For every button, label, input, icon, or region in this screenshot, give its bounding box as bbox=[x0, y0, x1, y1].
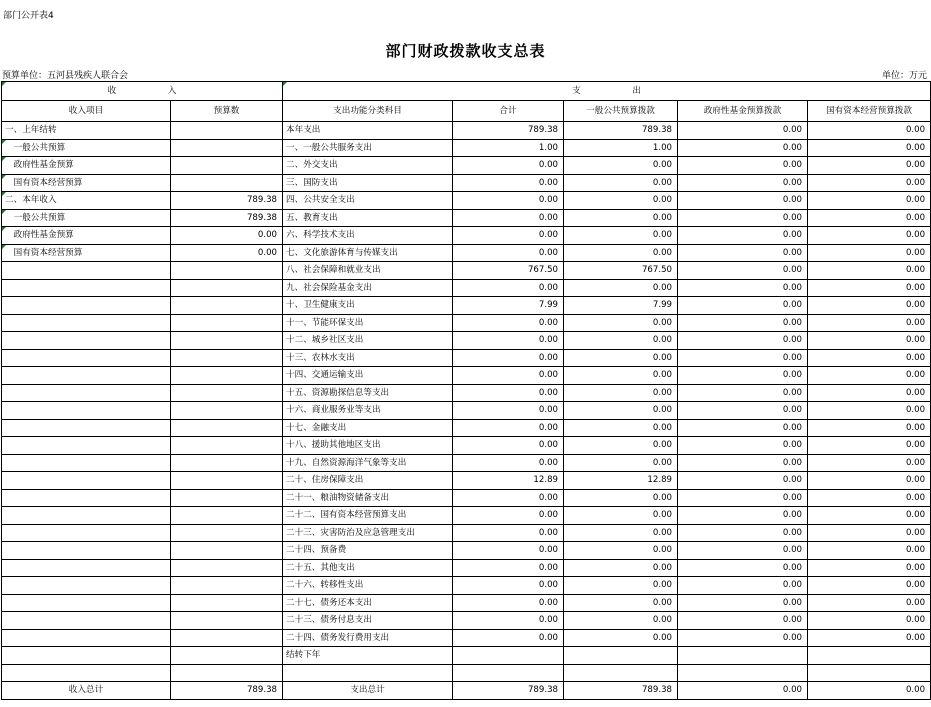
income-item-cell bbox=[2, 577, 171, 595]
total-cell: 0.00 bbox=[453, 314, 564, 332]
general-budget-cell: 0.00 bbox=[564, 174, 678, 192]
total-cell: 0.00 bbox=[453, 629, 564, 647]
fund-budget-cell: 0.00 bbox=[678, 594, 808, 612]
income-item-cell: 政府性基金预算 bbox=[2, 227, 171, 245]
income-item-cell bbox=[2, 437, 171, 455]
income-amount-cell bbox=[171, 559, 283, 577]
total-cell: 0.00 bbox=[453, 174, 564, 192]
expense-item-cell: 五、教育支出 bbox=[283, 209, 453, 227]
income-amount-cell: 0.00 bbox=[171, 227, 283, 245]
state-capital-cell: 0.00 bbox=[808, 524, 931, 542]
expense-item-cell: 九、社会保险基金支出 bbox=[283, 279, 453, 297]
fund-budget-cell: 0.00 bbox=[678, 559, 808, 577]
fund-budget-cell: 0.00 bbox=[678, 419, 808, 437]
income-amount-cell bbox=[171, 139, 283, 157]
expense-item-cell: 本年支出 bbox=[283, 122, 453, 140]
total-row bbox=[2, 682, 931, 700]
fund-budget-cell: 0.00 bbox=[678, 489, 808, 507]
general-budget-cell: 789.38 bbox=[564, 682, 678, 700]
income-item-cell bbox=[2, 472, 171, 490]
expense-item-cell: 十二、城乡社区支出 bbox=[283, 332, 453, 350]
income-item-cell bbox=[2, 647, 171, 665]
total-cell: 1.00 bbox=[453, 139, 564, 157]
column-header: 收入项目 bbox=[2, 101, 171, 122]
general-budget-cell: 0.00 bbox=[564, 629, 678, 647]
fund-budget-cell: 0.00 bbox=[678, 227, 808, 245]
expense-item-cell: 十三、农林水支出 bbox=[283, 349, 453, 367]
table-row bbox=[2, 244, 931, 262]
general-budget-cell: 0.00 bbox=[564, 437, 678, 455]
income-item-cell: 一般公共预算 bbox=[2, 139, 171, 157]
total-cell: 0.00 bbox=[453, 209, 564, 227]
fund-budget-cell: 0.00 bbox=[678, 384, 808, 402]
table-row bbox=[2, 174, 931, 192]
income-item-cell bbox=[2, 332, 171, 350]
fund-budget-cell: 0.00 bbox=[678, 472, 808, 490]
state-capital-cell: 0.00 bbox=[808, 244, 931, 262]
total-cell: 0.00 bbox=[453, 349, 564, 367]
table-row bbox=[2, 419, 931, 437]
state-capital-cell: 0.00 bbox=[808, 297, 931, 315]
general-budget-cell: 0.00 bbox=[564, 314, 678, 332]
column-header: 支出功能分类科目 bbox=[283, 101, 453, 122]
table-row bbox=[2, 507, 931, 525]
expense-item-cell: 支出总计 bbox=[283, 682, 453, 700]
income-amount-cell bbox=[171, 454, 283, 472]
page-title: 部门财政拨款收支总表 bbox=[385, 42, 546, 60]
total-cell: 7.99 bbox=[453, 297, 564, 315]
expense-item-cell: 十一、节能环保支出 bbox=[283, 314, 453, 332]
expense-item-cell: 十七、金融支出 bbox=[283, 419, 453, 437]
table-row bbox=[2, 664, 931, 682]
general-budget-cell: 0.00 bbox=[564, 542, 678, 560]
general-budget-cell: 0.00 bbox=[564, 227, 678, 245]
total-cell: 0.00 bbox=[453, 384, 564, 402]
income-amount-cell bbox=[171, 664, 283, 682]
income-amount-cell: 0.00 bbox=[171, 244, 283, 262]
state-capital-cell: 0.00 bbox=[808, 139, 931, 157]
fund-budget-cell: 0.00 bbox=[678, 314, 808, 332]
income-item-cell bbox=[2, 664, 171, 682]
general-budget-cell: 0.00 bbox=[564, 577, 678, 595]
general-budget-cell: 0.00 bbox=[564, 332, 678, 350]
general-budget-cell bbox=[564, 647, 678, 665]
total-cell: 0.00 bbox=[453, 577, 564, 595]
total-cell: 0.00 bbox=[453, 157, 564, 175]
total-cell: 0.00 bbox=[453, 559, 564, 577]
income-item-cell: 国有资本经营预算 bbox=[2, 174, 171, 192]
fund-budget-cell: 0.00 bbox=[678, 332, 808, 350]
fund-budget-cell: 0.00 bbox=[678, 122, 808, 140]
general-budget-cell: 12.89 bbox=[564, 472, 678, 490]
expense-item-cell: 三、国防支出 bbox=[283, 174, 453, 192]
state-capital-cell bbox=[808, 664, 931, 682]
income-amount-cell bbox=[171, 332, 283, 350]
budget-table bbox=[1, 81, 931, 700]
table-row bbox=[2, 384, 931, 402]
expense-item-cell: 二、外交支出 bbox=[283, 157, 453, 175]
general-budget-cell: 0.00 bbox=[564, 594, 678, 612]
fund-budget-cell: 0.00 bbox=[678, 157, 808, 175]
income-amount-cell: 789.38 bbox=[171, 682, 283, 700]
expense-item-cell: 二十、住房保障支出 bbox=[283, 472, 453, 490]
income-item-cell: 国有资本经营预算 bbox=[2, 244, 171, 262]
income-item-cell bbox=[2, 297, 171, 315]
expense-item-cell: 十五、资源勘探信息等支出 bbox=[283, 384, 453, 402]
state-capital-cell: 0.00 bbox=[808, 227, 931, 245]
total-cell bbox=[453, 647, 564, 665]
state-capital-cell: 0.00 bbox=[808, 262, 931, 280]
expense-group-header: 支 出 bbox=[283, 82, 931, 101]
fund-budget-cell: 0.00 bbox=[678, 262, 808, 280]
table-row bbox=[2, 349, 931, 367]
total-cell: 0.00 bbox=[453, 454, 564, 472]
income-item-cell bbox=[2, 524, 171, 542]
income-amount-cell: 789.38 bbox=[171, 209, 283, 227]
fund-budget-cell bbox=[678, 664, 808, 682]
state-capital-cell: 0.00 bbox=[808, 332, 931, 350]
expense-item-cell: 二十四、预备费 bbox=[283, 542, 453, 560]
table-row bbox=[2, 524, 931, 542]
general-budget-cell: 1.00 bbox=[564, 139, 678, 157]
expense-item-cell: 二十四、债务发行费用支出 bbox=[283, 629, 453, 647]
income-amount-cell bbox=[171, 612, 283, 630]
table-row bbox=[2, 209, 931, 227]
general-budget-cell: 0.00 bbox=[564, 454, 678, 472]
total-cell: 0.00 bbox=[453, 244, 564, 262]
general-budget-cell: 0.00 bbox=[564, 402, 678, 420]
income-amount-cell: 789.38 bbox=[171, 192, 283, 210]
income-amount-cell bbox=[171, 437, 283, 455]
total-cell bbox=[453, 664, 564, 682]
income-amount-cell bbox=[171, 647, 283, 665]
income-group-header: 收 入 bbox=[2, 82, 283, 101]
state-capital-cell: 0.00 bbox=[808, 349, 931, 367]
general-budget-cell: 767.50 bbox=[564, 262, 678, 280]
income-amount-cell bbox=[171, 174, 283, 192]
general-budget-cell: 0.00 bbox=[564, 507, 678, 525]
table-row bbox=[2, 437, 931, 455]
table-row bbox=[2, 157, 931, 175]
table-row bbox=[2, 297, 931, 315]
state-capital-cell: 0.00 bbox=[808, 507, 931, 525]
total-cell: 0.00 bbox=[453, 402, 564, 420]
table-row bbox=[2, 262, 931, 280]
fund-budget-cell: 0.00 bbox=[678, 437, 808, 455]
table-row bbox=[2, 139, 931, 157]
state-capital-cell: 0.00 bbox=[808, 367, 931, 385]
expense-item-cell: 二十一、粮油物资储备支出 bbox=[283, 489, 453, 507]
total-cell: 0.00 bbox=[453, 332, 564, 350]
expense-item-cell: 二十三、灾害防治及应急管理支出 bbox=[283, 524, 453, 542]
income-amount-cell bbox=[171, 419, 283, 437]
income-amount-cell bbox=[171, 524, 283, 542]
fund-budget-cell: 0.00 bbox=[678, 454, 808, 472]
currency-unit: 单位：万元 bbox=[881, 71, 927, 81]
fund-budget-cell: 0.00 bbox=[678, 192, 808, 210]
income-item-cell bbox=[2, 542, 171, 560]
state-capital-cell: 0.00 bbox=[808, 384, 931, 402]
state-capital-cell: 0.00 bbox=[808, 437, 931, 455]
table-row bbox=[2, 629, 931, 647]
income-amount-cell bbox=[171, 629, 283, 647]
income-amount-cell bbox=[171, 577, 283, 595]
state-capital-cell: 0.00 bbox=[808, 559, 931, 577]
expense-item-cell: 六、科学技术支出 bbox=[283, 227, 453, 245]
expense-item-cell bbox=[283, 664, 453, 682]
general-budget-cell: 0.00 bbox=[564, 559, 678, 577]
expense-item-cell: 七、文化旅游体育与传媒支出 bbox=[283, 244, 453, 262]
total-cell: 0.00 bbox=[453, 507, 564, 525]
fund-budget-cell: 0.00 bbox=[678, 349, 808, 367]
expense-item-cell: 十、卫生健康支出 bbox=[283, 297, 453, 315]
income-amount-cell bbox=[171, 279, 283, 297]
table-row bbox=[2, 594, 931, 612]
general-budget-cell: 0.00 bbox=[564, 384, 678, 402]
total-cell: 0.00 bbox=[453, 542, 564, 560]
general-budget-cell: 0.00 bbox=[564, 367, 678, 385]
table-row bbox=[2, 472, 931, 490]
income-amount-cell bbox=[171, 349, 283, 367]
total-cell: 0.00 bbox=[453, 612, 564, 630]
income-item-cell bbox=[2, 402, 171, 420]
column-header: 政府性基金预算拨款 bbox=[678, 101, 808, 122]
general-budget-cell: 7.99 bbox=[564, 297, 678, 315]
state-capital-cell: 0.00 bbox=[808, 542, 931, 560]
income-amount-cell bbox=[171, 384, 283, 402]
table-row bbox=[2, 227, 931, 245]
expense-item-cell: 二十五、其他支出 bbox=[283, 559, 453, 577]
state-capital-cell: 0.00 bbox=[808, 174, 931, 192]
total-cell: 0.00 bbox=[453, 227, 564, 245]
general-budget-cell: 0.00 bbox=[564, 279, 678, 297]
expense-item-cell: 结转下年 bbox=[283, 647, 453, 665]
fund-budget-cell: 0.00 bbox=[678, 507, 808, 525]
income-amount-cell bbox=[171, 157, 283, 175]
state-capital-cell: 0.00 bbox=[808, 192, 931, 210]
income-item-cell: 一、上年结转 bbox=[2, 122, 171, 140]
general-budget-cell: 0.00 bbox=[564, 192, 678, 210]
total-cell: 0.00 bbox=[453, 594, 564, 612]
income-item-cell bbox=[2, 419, 171, 437]
state-capital-cell bbox=[808, 647, 931, 665]
table-row bbox=[2, 489, 931, 507]
table-row bbox=[2, 192, 931, 210]
income-item-cell: 一般公共预算 bbox=[2, 209, 171, 227]
income-item-cell bbox=[2, 489, 171, 507]
expense-item-cell: 二十七、债务还本支出 bbox=[283, 594, 453, 612]
state-capital-cell: 0.00 bbox=[808, 682, 931, 700]
table-row bbox=[2, 542, 931, 560]
expense-item-cell: 十四、交通运输支出 bbox=[283, 367, 453, 385]
fund-budget-cell: 0.00 bbox=[678, 174, 808, 192]
general-budget-cell: 0.00 bbox=[564, 419, 678, 437]
income-amount-cell bbox=[171, 472, 283, 490]
table-row bbox=[2, 612, 931, 630]
income-amount-cell bbox=[171, 507, 283, 525]
income-amount-cell bbox=[171, 314, 283, 332]
income-item-cell: 二、本年收入 bbox=[2, 192, 171, 210]
table-body bbox=[2, 82, 931, 700]
income-amount-cell bbox=[171, 594, 283, 612]
table-row bbox=[2, 647, 931, 665]
table-row bbox=[2, 454, 931, 472]
total-cell: 0.00 bbox=[453, 367, 564, 385]
fund-budget-cell: 0.00 bbox=[678, 209, 808, 227]
group-header-row bbox=[2, 82, 931, 101]
expense-item-cell: 四、公共安全支出 bbox=[283, 192, 453, 210]
fund-budget-cell: 0.00 bbox=[678, 297, 808, 315]
general-budget-cell: 0.00 bbox=[564, 612, 678, 630]
income-amount-cell bbox=[171, 122, 283, 140]
state-capital-cell: 0.00 bbox=[808, 209, 931, 227]
column-header: 合计 bbox=[453, 101, 564, 122]
total-cell: 789.38 bbox=[453, 682, 564, 700]
income-item-cell bbox=[2, 314, 171, 332]
state-capital-cell: 0.00 bbox=[808, 612, 931, 630]
fund-budget-cell: 0.00 bbox=[678, 542, 808, 560]
income-item-cell bbox=[2, 507, 171, 525]
income-item-cell bbox=[2, 384, 171, 402]
total-cell: 0.00 bbox=[453, 279, 564, 297]
state-capital-cell: 0.00 bbox=[808, 279, 931, 297]
budget-unit: 预算单位：五河县残疾人联合会 bbox=[2, 71, 129, 81]
state-capital-cell: 0.00 bbox=[808, 577, 931, 595]
total-cell: 767.50 bbox=[453, 262, 564, 280]
table-row bbox=[2, 332, 931, 350]
doc-label: 部门公开表4 bbox=[3, 11, 54, 21]
column-header: 预算数 bbox=[171, 101, 283, 122]
column-header: 一般公共预算拨款 bbox=[564, 101, 678, 122]
table-row bbox=[2, 314, 931, 332]
column-header-row bbox=[2, 101, 931, 122]
expense-item-cell: 十八、援助其他地区支出 bbox=[283, 437, 453, 455]
state-capital-cell: 0.00 bbox=[808, 472, 931, 490]
fund-budget-cell: 0.00 bbox=[678, 629, 808, 647]
total-cell: 0.00 bbox=[453, 437, 564, 455]
state-capital-cell: 0.00 bbox=[808, 419, 931, 437]
expense-item-cell: 十六、商业服务业等支出 bbox=[283, 402, 453, 420]
expense-item-cell: 二十二、国有资本经营预算支出 bbox=[283, 507, 453, 525]
income-amount-cell bbox=[171, 402, 283, 420]
state-capital-cell: 0.00 bbox=[808, 629, 931, 647]
state-capital-cell: 0.00 bbox=[808, 157, 931, 175]
state-capital-cell: 0.00 bbox=[808, 594, 931, 612]
income-item-cell bbox=[2, 279, 171, 297]
income-amount-cell bbox=[171, 489, 283, 507]
total-cell: 789.38 bbox=[453, 122, 564, 140]
income-item-cell bbox=[2, 594, 171, 612]
state-capital-cell: 0.00 bbox=[808, 402, 931, 420]
income-item-cell bbox=[2, 629, 171, 647]
general-budget-cell: 0.00 bbox=[564, 489, 678, 507]
expense-item-cell: 二十六、转移性支出 bbox=[283, 577, 453, 595]
income-amount-cell bbox=[171, 542, 283, 560]
state-capital-cell: 0.00 bbox=[808, 489, 931, 507]
fund-budget-cell: 0.00 bbox=[678, 367, 808, 385]
state-capital-cell: 0.00 bbox=[808, 314, 931, 332]
income-amount-cell bbox=[171, 367, 283, 385]
expense-item-cell: 八、社会保障和就业支出 bbox=[283, 262, 453, 280]
table-row bbox=[2, 122, 931, 140]
fund-budget-cell: 0.00 bbox=[678, 402, 808, 420]
total-cell: 0.00 bbox=[453, 524, 564, 542]
total-cell: 0.00 bbox=[453, 192, 564, 210]
table-row bbox=[2, 559, 931, 577]
fund-budget-cell: 0.00 bbox=[678, 244, 808, 262]
general-budget-cell: 0.00 bbox=[564, 244, 678, 262]
state-capital-cell: 0.00 bbox=[808, 454, 931, 472]
income-item-cell bbox=[2, 262, 171, 280]
expense-item-cell: 二十三、债务付息支出 bbox=[283, 612, 453, 630]
general-budget-cell: 0.00 bbox=[564, 349, 678, 367]
fund-budget-cell: 0.00 bbox=[678, 682, 808, 700]
table-row bbox=[2, 367, 931, 385]
column-header: 国有资本经营预算拨款 bbox=[808, 101, 931, 122]
total-cell: 12.89 bbox=[453, 472, 564, 490]
table-row bbox=[2, 577, 931, 595]
income-item-cell bbox=[2, 349, 171, 367]
income-item-cell bbox=[2, 454, 171, 472]
fund-budget-cell: 0.00 bbox=[678, 524, 808, 542]
total-cell: 0.00 bbox=[453, 419, 564, 437]
expense-item-cell: 十九、自然资源海洋气象等支出 bbox=[283, 454, 453, 472]
income-amount-cell bbox=[171, 297, 283, 315]
general-budget-cell bbox=[564, 664, 678, 682]
fund-budget-cell bbox=[678, 647, 808, 665]
state-capital-cell: 0.00 bbox=[808, 122, 931, 140]
expense-item-cell: 一、一般公共服务支出 bbox=[283, 139, 453, 157]
fund-budget-cell: 0.00 bbox=[678, 577, 808, 595]
table-row bbox=[2, 279, 931, 297]
income-item-cell: 收入总计 bbox=[2, 682, 171, 700]
general-budget-cell: 0.00 bbox=[564, 209, 678, 227]
table-row bbox=[2, 402, 931, 420]
income-amount-cell bbox=[171, 262, 283, 280]
income-item-cell: 政府性基金预算 bbox=[2, 157, 171, 175]
income-item-cell bbox=[2, 559, 171, 577]
income-item-cell bbox=[2, 612, 171, 630]
fund-budget-cell: 0.00 bbox=[678, 612, 808, 630]
total-cell: 0.00 bbox=[453, 489, 564, 507]
general-budget-cell: 0.00 bbox=[564, 524, 678, 542]
income-item-cell bbox=[2, 367, 171, 385]
general-budget-cell: 0.00 bbox=[564, 157, 678, 175]
general-budget-cell: 789.38 bbox=[564, 122, 678, 140]
fund-budget-cell: 0.00 bbox=[678, 279, 808, 297]
fund-budget-cell: 0.00 bbox=[678, 139, 808, 157]
